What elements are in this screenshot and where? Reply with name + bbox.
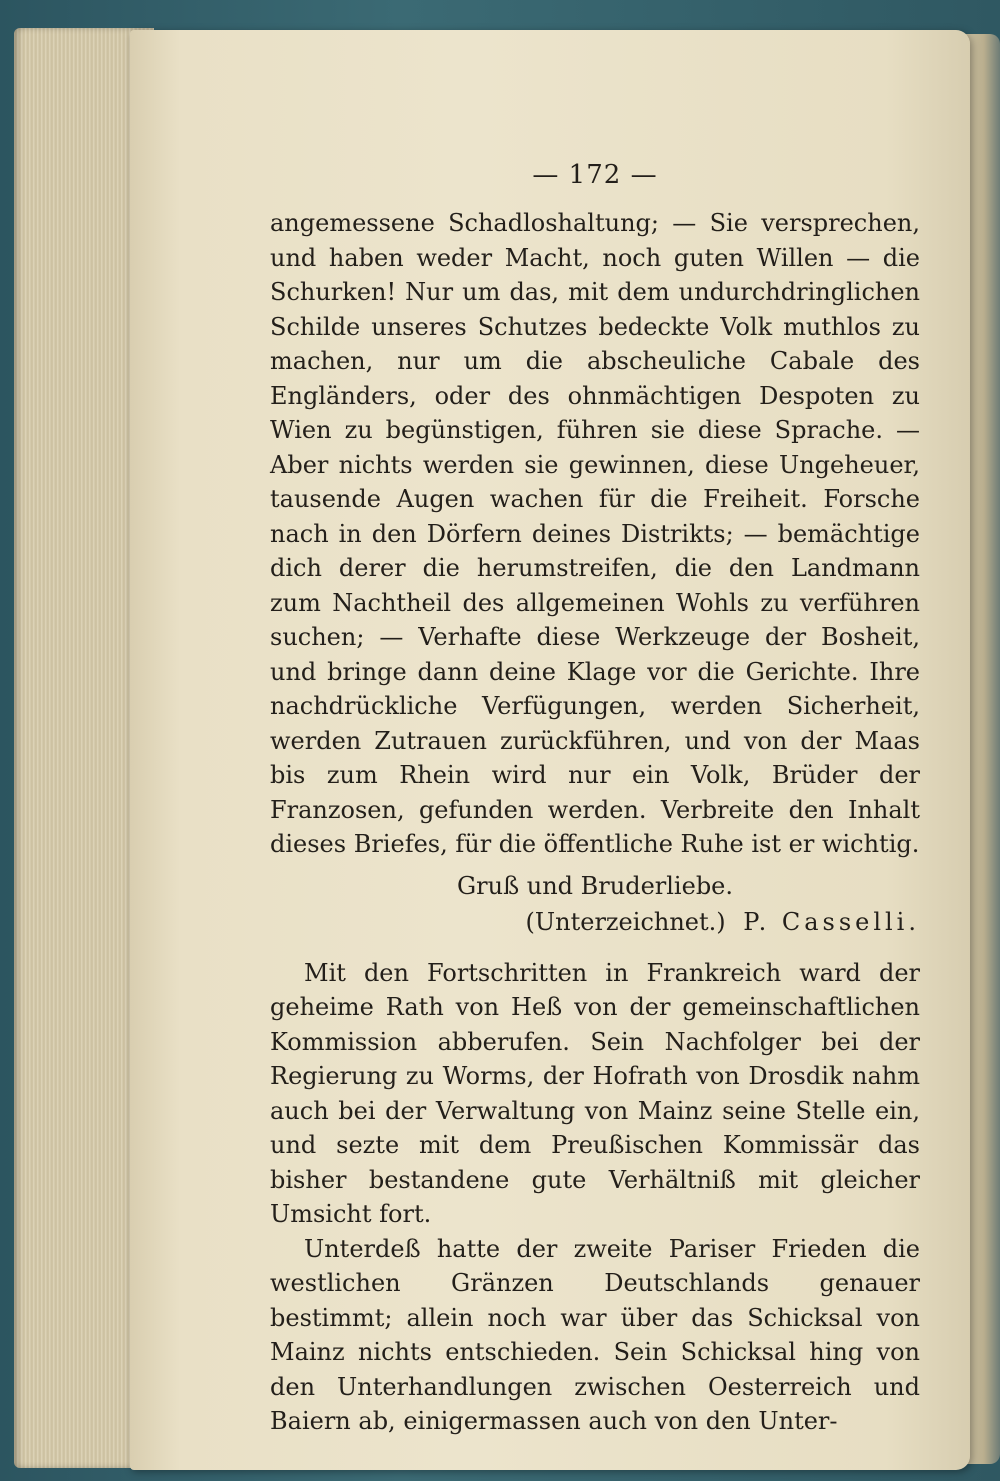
signature-prefix: (Unterzeichnet.): [525, 907, 726, 936]
letter-signature: [270, 904, 920, 940]
letter-closing: Gruß und Bruderliebe.: [456, 871, 734, 900]
page-number: — 172 —: [532, 160, 658, 190]
narrative-paragraph: Mit den Fortschritten in Frankreich ward der geheime Rath von Heß von der gemeinschaftlichen Kommission abberufen. Sein Nachfolger bei der Regierung zu Worms, der Hofrath von Drosdik nahm auch bei der Verwaltung von Mainz seine Stelle ein, und sezte mit dem Preußischen Kommissär das bisher bestandene gute Verhältniß mit gleicher Umsicht fort.: [270, 958, 920, 1228]
letter-body: angemessene Schadloshaltung; — Sie versprechen, und haben weder Macht, noch guten Willen — die Schurken! Nur um das, mit dem undurchdringlichen Schilde unseres Schutzes bedeckte Volk muthlos zu machen, nur um die abscheuliche Cabale des Engländers, oder des ohnmächtigen Despoten zu Wien zu begünstigen, führen sie diese Sprache. — Aber nichts werden sie gewinnen, diese Ungeheuer, tausende Augen wachen für die Freiheit. Forsche nach in den Dörfern deines Distrikts; — bemächtige dich derer die herumstreifen, die den Landmann zum Nachtheil des allgemeinen Wohls zu verführen suchen; — Verhafte diese Werkzeuge der Bosheit, und bringe dann deine Klage vor die Gerichte. Ihre nachdrückliche Verfügungen, werden Sicherheit, werden Zutrauen zurückführen, und von der Maas bis zum Rhein wird nur ein Volk, Brüder der Franzosen, gefunden werden. Verbreite den Inhalt dieses Briefes, für die öffentliche Ruhe ist er wichtig.: [270, 209, 920, 858]
page-text: [270, 160, 920, 1439]
signature-name: P. Casselli.: [743, 907, 920, 936]
narrative-paragraph: Unterdeß hatte der zweite Pariser Frieden die westlichen Gränzen Deutschlands genauer bestimmt; allein noch war über das Schicksal von Mainz nichts entschieden. Sein Schicksal hing von den Unterhandlungen zwischen Oesterreich und Baiern ab, einigermassen auch von den Unter-: [270, 1234, 920, 1435]
